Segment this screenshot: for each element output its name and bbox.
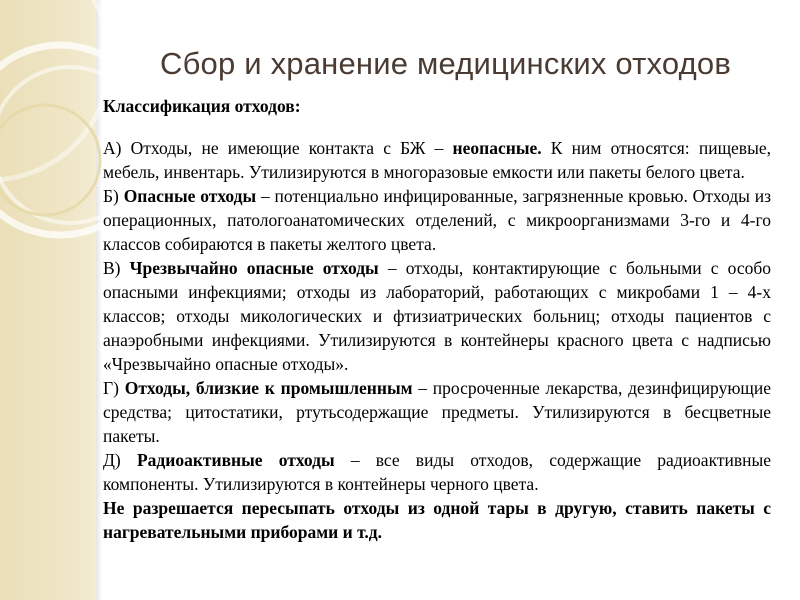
waste-class-c xyxy=(103,256,771,376)
class-b-prefix: Б) xyxy=(103,186,124,206)
class-e-text: – все виды отходов, содержащие радиоактивные компоненты. Утилизируются в контейнеры черного цвета. xyxy=(103,450,772,494)
waste-class-d xyxy=(103,376,771,448)
class-a-prefix: А) Отходы, не имеющие контакта с БЖ – xyxy=(103,138,453,158)
class-a-term: неопасные. xyxy=(452,138,542,158)
class-c-term: Чрезвычайно опасные отходы xyxy=(129,258,379,278)
class-c-prefix: В) xyxy=(103,258,130,278)
waste-class-e xyxy=(103,448,771,496)
handling-warning-note: Не разрешается пересыпать отходы из одной тары в другую, ставить пакеты с нагревательными приборами и т.д. xyxy=(103,498,771,542)
waste-class-a xyxy=(103,136,771,184)
waste-class-b xyxy=(103,184,771,256)
class-a-text: К ним относятся: пищевые, мебель, инвентарь. Утилизируются в многоразовые емкости или пакеты белого цвета. xyxy=(103,138,771,182)
class-c-text: – отходы, контактирующие с больными с особо опасными инфекциями; отходы из лабораторий, работающих с микробами 1 – 4-х классов; отходы микологических и фтизиатрических больниц; отходы пациентов с анаэробными инфекциями. Утилизируются в контейнеры красного цвета с надписью «Чрезвычайно опасные отходы». xyxy=(103,258,772,374)
class-b-term: Опасные отходы xyxy=(123,186,257,206)
class-d-text: – просроченные лекарства, дезинфицирующие средства; цитостатики, ртутьсодержащие предметы. Утилизируются в бесцветные пакеты. xyxy=(103,378,771,446)
content-body xyxy=(103,94,771,544)
class-d-term: Отходы, близкие к промышленным xyxy=(124,378,413,398)
slide-title: Сбор и хранение медицинских отходов xyxy=(160,46,732,81)
class-b-text: – потенциально инфицированные, загрязненные кровью. Отходы из операционных, патологоанатомических отделений, с микроорганизмами 3-го и 4-го классов собираются в пакеты желтого цвета. xyxy=(103,186,772,254)
section-subheading: Классификация отходов: xyxy=(103,96,301,116)
class-e-term: Радиоактивные отходы xyxy=(136,450,335,470)
class-e-prefix: Д) xyxy=(103,450,137,470)
class-d-prefix: Г) xyxy=(103,378,125,398)
